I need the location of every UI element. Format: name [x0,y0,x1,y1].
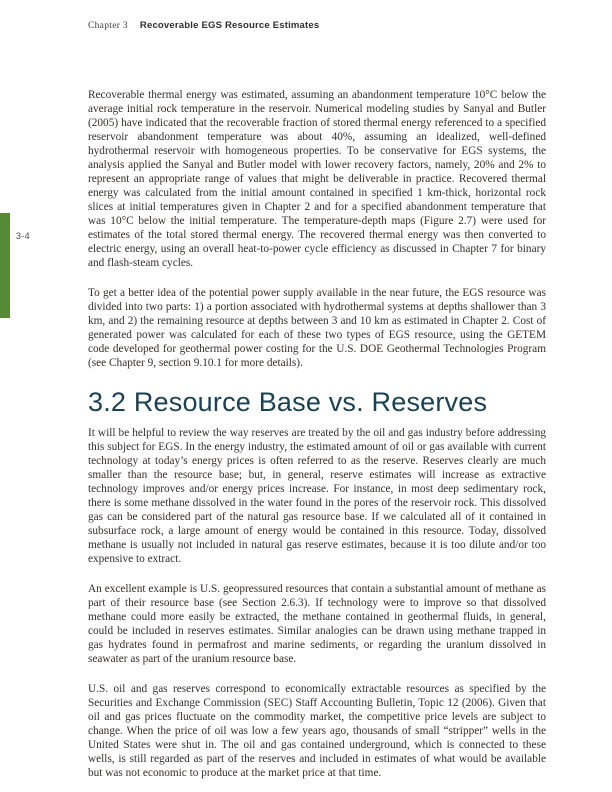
section-heading: 3.2 Resource Base vs. Reserves [88,387,488,417]
page-content [88,88,546,792]
paragraph: It will be helpful to review the way reserves are treated by the oil and gas industry before addressing this subject for EGS. In the energy industry, the estimated amount of oil or gas available with current technology at today’s energy prices is often referred to as the reserve. Reserves clearly are much smaller than the resource base; but, in general, reserve estimates will increase as extractive technology improves and/or energy prices increase. For instance, in most deep sedimentary rock, there is some methane dissolved in the water found in the pores of the reservoir rock. This dissolved gas can be considered part of the natural gas resource base. If we calculated all of it contained in subsurface rock, a large amount of energy would be contained in this resource. Today, dissolved methane is usually not included in natural gas reserve estimates, because it is too dilute and/or too expensive to extract. [88,427,546,565]
page-number: 3-4 [16,231,30,241]
chapter-tab-marker [0,213,10,318]
paragraph: U.S. oil and gas reserves correspond to economically extractable resources as specified by the Securities and Exchange Commission (SEC) Staff Accounting Bulletin, Topic 12 (2006). Given that oil and gas prices fluctuate on the commodity market, the competitive price levels are subject to change. When the price of oil was low a few years ago, thousands of small “stripper” wells in the United States were shut in. The oil and gas contained underground, which is connected to these wells, is still regarded as part of the reserves and included in estimates of what would be available but was not economic to produce at the market price at that time. [88,683,546,779]
chapter-title: Recoverable EGS Resource Estimates [139,20,320,31]
paragraph: An excellent example is U.S. geopressured resources that contain a substantial amount of methane as part of their resource base (see Section 2.6.3). If technology were to improve so that dissolved methane could more easily be extracted, the methane contained in geothermal fluids, in general, could be included in reserves estimates. Similar analogies can be drawn using methane trapped in gas hydrates found in permafrost and marine sediments, or regarding the uranium dissolved in seawater as part of the uranium resource base. [88,583,546,665]
paragraph: Recoverable thermal energy was estimated, assuming an abandonment temperature 10°C below the average initial rock temperature in the reservoir. Numerical modeling studies by Sanyal and Butler (2005) have indicated that the recoverable fraction of stored thermal energy referenced to a specified reservoir abandonment temperature was about 40%, assuming an idealized, well-defined hydrothermal reservoir with homogeneous properties. To be conservative for EGS systems, the analysis applied the Sanyal and Butler model with lower recovery factors, namely, 20% and 2% to represent an appropriate range of values that might be deliverable in practice. Recovered thermal energy was calculated from the initial amount contained in specified 1 km-thick, horizontal rock slices at initial temperatures given in Chapter 2 and for a specified abandonment temperature that was 10°C below the initial temperature. The temperature-depth maps (Figure 2.7) were used for estimates of the total stored thermal energy. The recovered thermal energy was then converted to electric energy, using an overall heat-to-power cycle efficiency as discussed in Chapter 7 for binary and flash-steam cycles. [88,89,546,269]
paragraph: To get a better idea of the potential power supply available in the near future, the EGS resource was divided into two parts: 1) a portion associated with hydrothermal systems at depths shallower than 3 km, and 2) the remaining resource at depths between 3 and 10 km as estimated in Chapter 2. Cost of generated power was calculated for each of these two types of EGS resource, using the GETEM code developed for geothermal power costing for the U.S. DOE Geothermal Technologies Program (see Chapter 9, section 9.10.1 for more details). [88,287,546,369]
chapter-label: Chapter 3 [88,21,128,31]
running-header [88,15,319,33]
